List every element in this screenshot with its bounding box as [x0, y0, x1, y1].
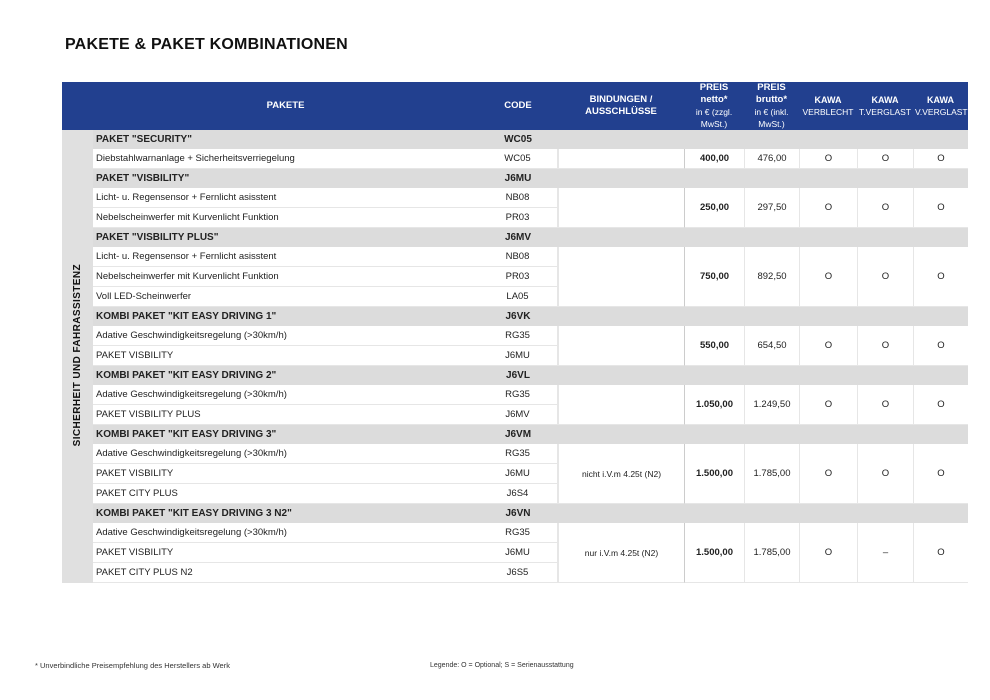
item-name: Nebelscheinwerfer mit Kurvenlicht Funktion: [93, 208, 478, 228]
kawa-tverglast-value: –: [857, 523, 913, 583]
bindungen-value: [558, 149, 684, 169]
price-brutto: 1.249,50: [744, 385, 799, 425]
item-code: J6MV: [478, 405, 558, 425]
bindungen-value: nicht i.V.m 4.25t (N2): [558, 444, 684, 504]
package-header-fill: [558, 366, 968, 385]
item-name: PAKET CITY PLUS: [93, 484, 478, 504]
package-code: J6MV: [478, 228, 558, 247]
item-name: Adative Geschwindigkeitsregelung (>30km/h): [93, 326, 478, 346]
package-name: PAKET "SECURITY": [93, 130, 478, 149]
item-code: J6MU: [478, 346, 558, 366]
item-code: LA05: [478, 287, 558, 307]
item-name: PAKET VISBILITY PLUS: [93, 405, 478, 425]
package-header-row: [62, 504, 968, 523]
section-side-label-cell: [62, 130, 93, 583]
header-brutto-line2: brutto*: [755, 94, 788, 105]
header-side: [62, 82, 93, 130]
header-kawa1-line2: VERBLECHT: [802, 107, 854, 117]
header-netto-line1: PREIS netto*: [699, 82, 729, 105]
package-table: [62, 82, 968, 583]
kawa-tverglast-value: O: [857, 188, 913, 228]
kawa-tverglast-value: O: [857, 149, 913, 169]
package-item-row: [62, 149, 968, 169]
package-item-row: [62, 385, 968, 405]
item-name: PAKET CITY PLUS N2: [93, 563, 478, 583]
kawa-verblecht-value: O: [799, 247, 857, 307]
package-header-fill: [558, 130, 968, 149]
header-kawa3-line1: KAWA: [927, 95, 954, 105]
item-name: Diebstahlwarnanlage + Sicherheitsverriegelung: [93, 149, 478, 169]
kawa-verblecht-value: O: [799, 385, 857, 425]
item-name: Adative Geschwindigkeitsregelung (>30km/h): [93, 523, 478, 543]
item-name: PAKET VISBILITY: [93, 464, 478, 484]
kawa-verblecht-value: O: [799, 523, 857, 583]
item-code: J6MU: [478, 543, 558, 563]
package-code: J6VL: [478, 366, 558, 385]
package-name: PAKET "VISBILITY PLUS": [93, 228, 478, 247]
package-item-row: [62, 523, 968, 543]
kawa-vverglast-value: O: [913, 247, 968, 307]
header-preis-netto: [684, 82, 744, 130]
package-name: KOMBI PAKET "KIT EASY DRIVING 3 N2": [93, 504, 478, 523]
item-code: PR03: [478, 208, 558, 228]
package-header-row: [62, 307, 968, 326]
legend: Legende: O = Optional; S = Serienausstattung: [430, 662, 574, 669]
price-netto: 250,00: [684, 188, 744, 228]
kawa-verblecht-value: O: [799, 188, 857, 228]
kawa-vverglast-value: O: [913, 523, 968, 583]
package-header-row: [62, 366, 968, 385]
price-netto: 400,00: [684, 149, 744, 169]
kawa-tverglast-value: O: [857, 444, 913, 504]
kawa-verblecht-value: O: [799, 444, 857, 504]
table-body: [62, 130, 968, 583]
kawa-tverglast-value: O: [857, 385, 913, 425]
header-netto-line3: MwSt.): [700, 119, 728, 129]
package-code: J6VK: [478, 307, 558, 326]
section-side-label: SICHERHEIT UND FAHRASSISTENZ: [72, 263, 83, 447]
price-netto: 550,00: [684, 326, 744, 366]
package-name: PAKET "VISBILITY": [93, 169, 478, 188]
item-code: J6S5: [478, 563, 558, 583]
package-code: WC05: [478, 130, 558, 149]
item-code: J6S4: [478, 484, 558, 504]
item-code: RG35: [478, 326, 558, 346]
header-preis-brutto: [744, 82, 799, 130]
price-brutto: 892,50: [744, 247, 799, 307]
page-title: PAKETE & PAKET KOMBINATIONEN: [65, 36, 348, 53]
header-kawa2-line1: KAWA: [871, 95, 899, 105]
price-brutto: 1.785,00: [744, 444, 799, 504]
header-kawa-vverglast: [913, 82, 968, 130]
item-code: NB08: [478, 247, 558, 267]
header-pakete: PAKETE: [93, 82, 478, 130]
item-name: Voll LED-Scheinwerfer: [93, 287, 478, 307]
bindungen-value: [558, 188, 684, 228]
header-kawa-tverglast: [857, 82, 913, 130]
item-code: RG35: [478, 523, 558, 543]
price-brutto: 654,50: [744, 326, 799, 366]
kawa-vverglast-value: O: [913, 385, 968, 425]
header-bindungen-line2: AUSSCHLÜSSE: [585, 106, 657, 117]
kawa-vverglast-value: O: [913, 326, 968, 366]
header-brutto-line1: PREIS: [757, 82, 786, 93]
header-bindungen: [558, 82, 684, 130]
package-name: KOMBI PAKET "KIT EASY DRIVING 2": [93, 366, 478, 385]
item-code: RG35: [478, 385, 558, 405]
package-code: J6VN: [478, 504, 558, 523]
item-name: Adative Geschwindigkeitsregelung (>30km/h): [93, 444, 478, 464]
kawa-tverglast-value: O: [857, 326, 913, 366]
package-item-row: [62, 326, 968, 346]
price-brutto: 1.785,00: [744, 523, 799, 583]
kawa-vverglast-value: O: [913, 444, 968, 504]
package-item-row: [62, 444, 968, 464]
package-header-fill: [558, 228, 968, 247]
price-netto: 750,00: [684, 247, 744, 307]
package-header-fill: [558, 169, 968, 188]
item-name: Nebelscheinwerfer mit Kurvenlicht Funktion: [93, 267, 478, 287]
kawa-verblecht-value: O: [799, 326, 857, 366]
package-header-row: [62, 169, 968, 188]
item-name: PAKET VISBILITY: [93, 346, 478, 366]
header-kawa2-line2: T.VERGLAST: [859, 107, 911, 117]
package-header-row: [62, 228, 968, 247]
header-bindungen-line1: BINDUNGEN /: [589, 94, 653, 105]
table-header-row: [62, 82, 968, 130]
kawa-vverglast-value: O: [913, 188, 968, 228]
item-code: WC05: [478, 149, 558, 169]
price-netto: 1.500,00: [684, 444, 744, 504]
item-name: Adative Geschwindigkeitsregelung (>30km/h): [93, 385, 478, 405]
header-brutto-line4: MwSt.): [758, 119, 785, 129]
item-name: Licht- u. Regensensor + Fernlicht asisstent: [93, 247, 478, 267]
package-item-row: [62, 188, 968, 208]
item-code: PR03: [478, 267, 558, 287]
kawa-verblecht-value: O: [799, 149, 857, 169]
item-name: Licht- u. Regensensor + Fernlicht asisstent: [93, 188, 478, 208]
package-header-row: [62, 130, 968, 149]
header-code: CODE: [478, 82, 558, 130]
price-netto: 1.500,00: [684, 523, 744, 583]
package-header-fill: [558, 307, 968, 326]
package-code: J6VM: [478, 425, 558, 444]
kawa-vverglast-value: O: [913, 149, 968, 169]
header-kawa1-line1: KAWA: [814, 95, 842, 105]
footnote: * Unverbindliche Preisempfehlung des Herstellers ab Werk: [35, 661, 230, 670]
price-netto: 1.050,00: [684, 385, 744, 425]
package-name: KOMBI PAKET "KIT EASY DRIVING 3": [93, 425, 478, 444]
price-brutto: 476,00: [744, 149, 799, 169]
bindungen-value: [558, 247, 684, 307]
package-name: KOMBI PAKET "KIT EASY DRIVING 1": [93, 307, 478, 326]
bindungen-value: nur i.V.m 4.25t (N2): [558, 523, 684, 583]
item-code: NB08: [478, 188, 558, 208]
bindungen-value: [558, 385, 684, 425]
header-netto-line2: in € (zzgl.: [695, 107, 733, 117]
kawa-tverglast-value: O: [857, 247, 913, 307]
package-table-container: [62, 82, 968, 583]
package-header-fill: [558, 504, 968, 523]
item-code: J6MU: [478, 464, 558, 484]
bindungen-value: [558, 326, 684, 366]
item-code: RG35: [478, 444, 558, 464]
header-brutto-line3: in € (inkl.: [754, 107, 789, 117]
price-brutto: 297,50: [744, 188, 799, 228]
header-kawa-verblecht: [799, 82, 857, 130]
package-header-row: [62, 425, 968, 444]
item-name: PAKET VISBILITY: [93, 543, 478, 563]
package-header-fill: [558, 425, 968, 444]
package-item-row: [62, 247, 968, 267]
header-kawa3-line2: V.VERGLAST: [915, 107, 968, 117]
package-code: J6MU: [478, 169, 558, 188]
